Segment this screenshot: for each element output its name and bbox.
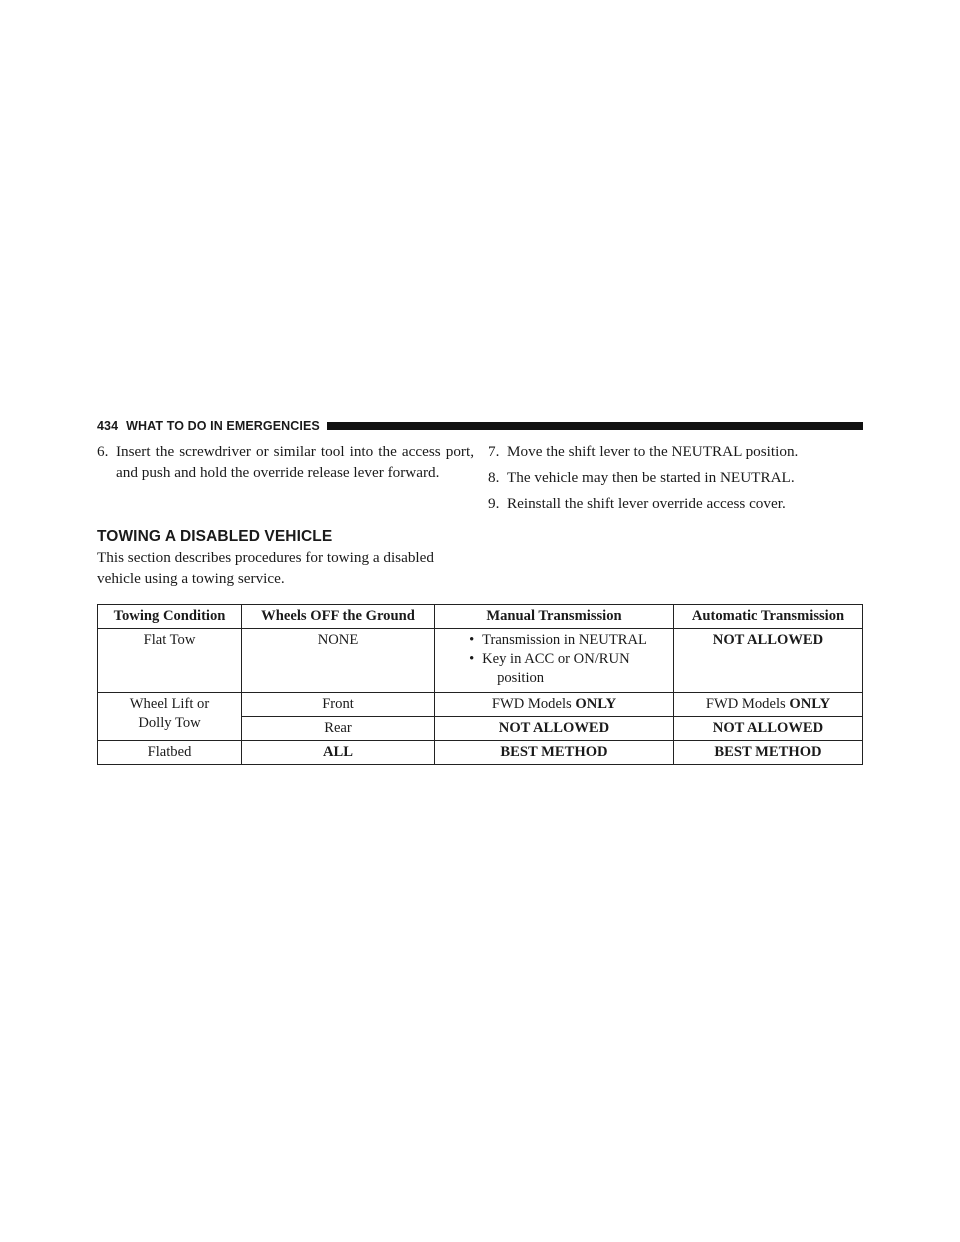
section-intro: This section describes procedures for towing a disabled vehicle using a towing service. <box>97 549 434 587</box>
cell-automatic: BEST METHOD <box>674 741 863 765</box>
step-9 <box>488 493 863 514</box>
cell-manual: NOT ALLOWED <box>435 717 674 741</box>
table-row-wheel-lift-front <box>98 693 863 717</box>
step-text: Move the shift lever to the NEUTRAL position. <box>507 443 799 460</box>
section-heading: TOWING A DISABLED VEHICLE <box>97 528 333 545</box>
towing-table <box>97 604 863 765</box>
column-header: Towing Condition <box>98 605 242 629</box>
header-rule <box>327 422 863 430</box>
step-text: Reinstall the shift lever override access cover. <box>507 495 786 512</box>
left-column <box>97 441 474 483</box>
cell-automatic: FWD Models ONLY <box>674 693 863 717</box>
step-7 <box>488 441 863 462</box>
column-header: Automatic Transmission <box>674 605 863 629</box>
cell-condition: Wheel Lift or Dolly Tow <box>98 693 242 741</box>
manual-requirements-list <box>469 631 647 688</box>
table-row-flat-tow <box>98 629 863 693</box>
page-header <box>97 417 863 435</box>
section-title: WHAT TO DO IN EMERGENCIES <box>126 419 320 433</box>
cell-manual: FWD Models ONLY <box>435 693 674 717</box>
table-row-flatbed <box>98 741 863 765</box>
cell-manual: BEST METHOD <box>435 741 674 765</box>
cell-condition: Flat Tow <box>98 629 242 693</box>
step-text: Insert the screwdriver or similar tool into the access port, and push and hold the override release lever forward. <box>116 443 474 481</box>
right-column <box>488 441 863 519</box>
cell-wheels: Rear <box>242 717 435 741</box>
cell-wheels: Front <box>242 693 435 717</box>
cell-manual <box>435 629 674 693</box>
cell-wheels: NONE <box>242 629 435 693</box>
step-8 <box>488 467 863 488</box>
page-number: 434 <box>97 419 119 433</box>
column-header: Wheels OFF the Ground <box>242 605 435 629</box>
step-number: 7. <box>488 443 500 460</box>
step-6 <box>97 441 474 483</box>
step-number: 9. <box>488 495 500 512</box>
cell-wheels: ALL <box>242 741 435 765</box>
list-item: • Transmission in NEUTRAL <box>469 631 647 650</box>
list-item: • Key in ACC or ON/RUN position <box>469 650 647 688</box>
step-text: The vehicle may then be started in NEUTRAL. <box>507 469 795 486</box>
cell-automatic: NOT ALLOWED <box>674 629 863 693</box>
column-header: Manual Transmission <box>435 605 674 629</box>
cell-automatic: NOT ALLOWED <box>674 717 863 741</box>
step-number: 8. <box>488 469 500 486</box>
step-number: 6. <box>97 443 109 460</box>
cell-condition: Flatbed <box>98 741 242 765</box>
table-header-row <box>98 605 863 629</box>
